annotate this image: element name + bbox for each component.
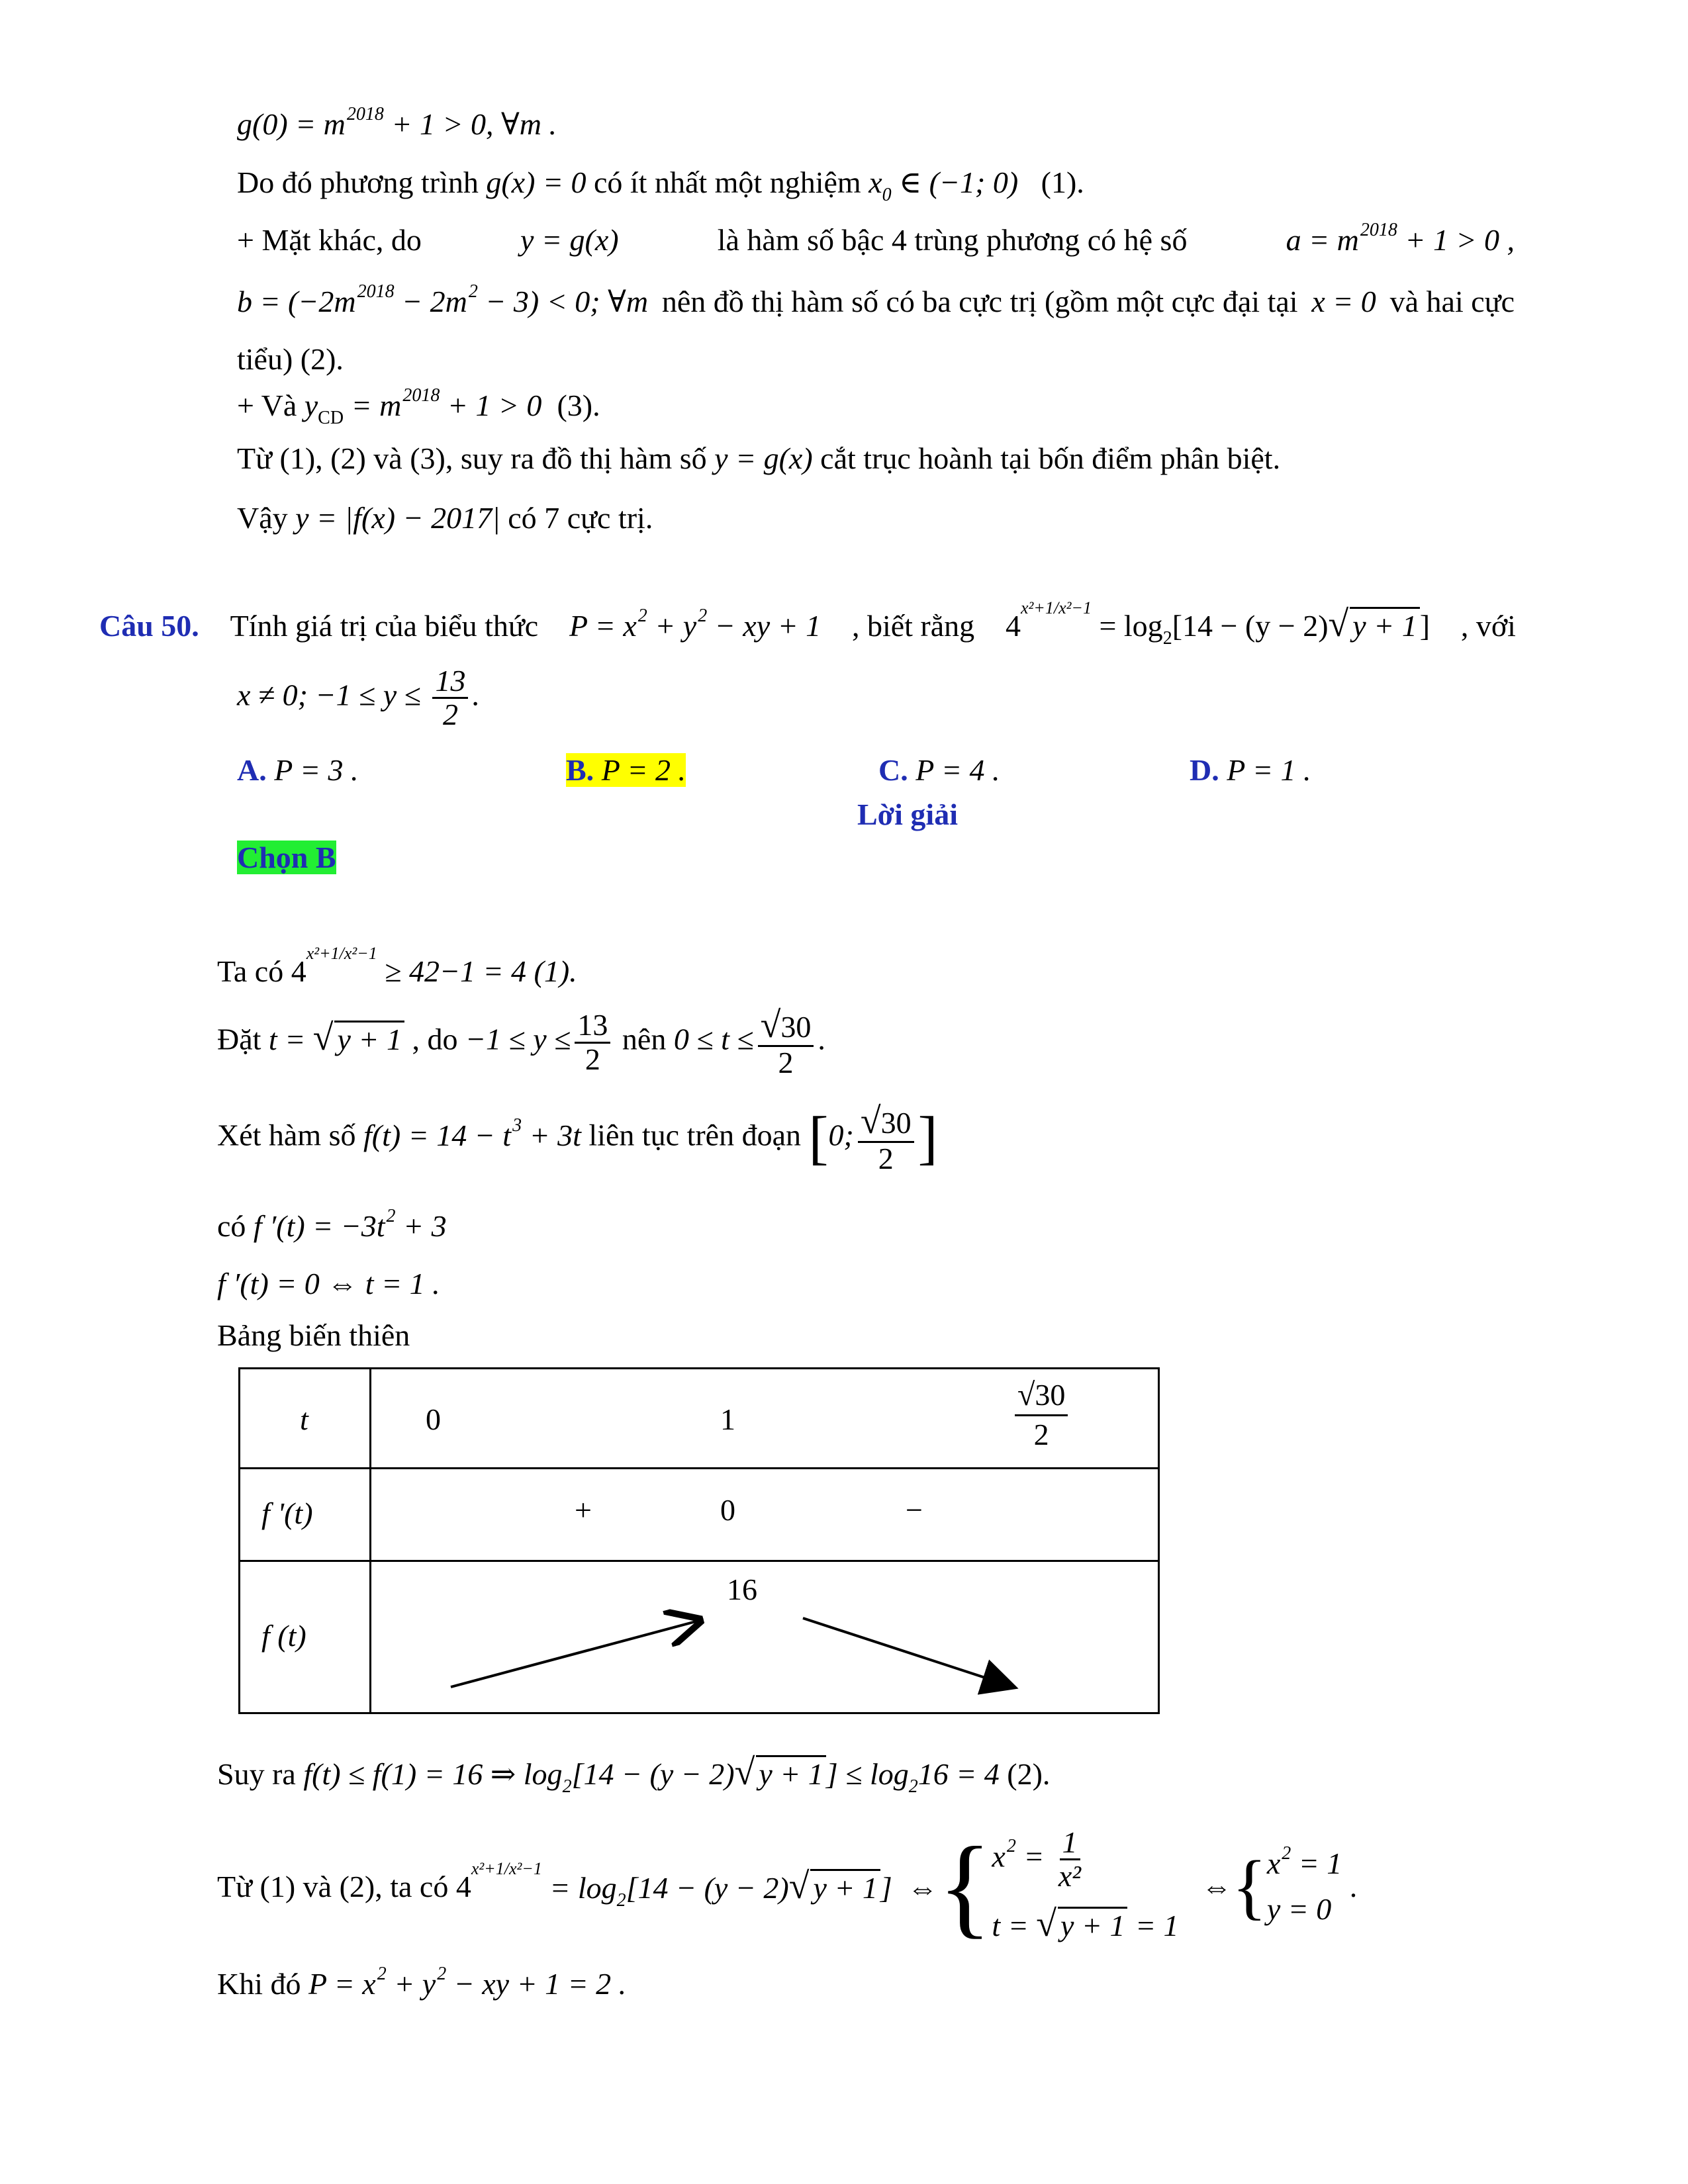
line-tu-123: Từ (1), (2) và (3), suy ra đồ thị hàm số y = g(x) cắt trục hoành tại bốn điểm phân biệt. — [237, 441, 1281, 475]
t-value-0: 0 — [426, 1402, 441, 1436]
sol-xet-ham-so: Xét hàm số $f(t) = 14 - t^3 + 3t$ liên tục trên đoạn [0; $\frac{√30}{2}$ ] — [217, 1101, 938, 1175]
option-a[interactable]: A. P = 3 . — [237, 753, 359, 787]
row-label-f: f (t) — [261, 1619, 306, 1653]
line-do-do: Do đó phương trình g(x) = 0 có ít nhất một nghiệm $x_0$ ∈ (−1; 0) (1). — [237, 165, 1084, 205]
sol-derivative-zero: f ′(t) = 0 ⇔ t = 1 . — [217, 1267, 440, 1300]
sol-ta-co: Ta có $4^{x^2+1/x^2-1} \ge 42-1 = 4$ (1). — [217, 944, 577, 988]
t-value-end: √30 2 — [1015, 1376, 1068, 1453]
line-ycd: + Và $y_{CD} = m^{2018} + 1 > 0$ (3). — [237, 385, 600, 428]
max-value: 16 — [727, 1572, 757, 1606]
solution-title: Lời giải — [857, 797, 958, 831]
option-d[interactable]: D. P = 1 . — [1190, 753, 1311, 787]
increasing-arrow — [451, 1621, 698, 1687]
sign-zero: 0 — [720, 1493, 735, 1527]
t-value-1: 1 — [720, 1402, 735, 1436]
question-line: Câu 50. Tính giá trị của biểu thức $P = x^2 + y^2$ − xy + 1 , biết rằng $4^{x^2+1/x^2-1} = \log_2[14 - (y - 2)√$ y + 1] , với — [99, 598, 1516, 649]
variation-arrows — [240, 1369, 1162, 1716]
question-label: Câu 50. — [99, 609, 199, 643]
line-vay: Vậy y = |f(x) − 2017| có 7 cực trị. — [237, 501, 653, 535]
decreasing-arrow — [803, 1618, 1013, 1687]
option-b[interactable]: B. P = 2 . — [566, 753, 686, 787]
sol-dat-t: Đặt t = √ y + 1 , do −1 ≤ y ≤ $\frac{13}{2}$ nên 0 ≤ t ≤ $\frac{√30}{2}$ . — [217, 1005, 825, 1079]
option-c[interactable]: C. P = 4 . — [878, 753, 1000, 787]
line-tieu: tiểu) (2). — [237, 342, 344, 376]
line-mat-khac: + Mặt khác, do y = g(x) là hàm số bậc 4 trùng phương có hệ số $a = m^{2018} + 1 > 0$ , — [237, 220, 1515, 257]
row-label-t: t — [300, 1402, 308, 1436]
sol-bang-bien-thien: Bảng biến thiên — [217, 1318, 410, 1352]
sol-khi-do: Khi đó $P = x^2 + y^2$ − xy + 1 = 2 . — [217, 1964, 627, 2001]
sol-suy-ra: Suy ra f(t) ≤ f(1) = 16 ⇒ $\log_2[14 - (y - 2)√$ $y + 1] \le \log_216 = 4$ (2). — [217, 1752, 1051, 1797]
choice-badge: Chọn B — [237, 841, 336, 874]
variation-table — [238, 1367, 1160, 1714]
row-label-fprime: f '(t) — [261, 1496, 313, 1530]
sign-minus: − — [906, 1493, 923, 1527]
question-condition: x ≠ 0; −1 ≤ y ≤ $\frac{13}{2}$ . — [237, 664, 480, 732]
sol-tu-1-2: Từ (1) và (2), ta có $4^{x^2+1/x^2-1}$ = $\log_2[14 - (y - 2)√$ y + 1] ⇔ { $x^2$ = $\frac{1}{\text{x²}}$ t = √ y + 1 = 1 ⇔ { $x^2 = 1$ y = 0 . — [217, 1824, 1358, 1949]
sol-derivative: có f $'(t) = -3t^2 + 3$ — [217, 1206, 447, 1243]
sign-plus: + — [575, 1493, 592, 1527]
line-g0: $g(0) = m^{2018} + 1 > 0$, ∀m . — [237, 104, 557, 141]
line-b-coef: $b = (-2m^{2018} - 2m^2 - 3) < 0$; ∀m nên đồ thị hàm số có ba cực trị (gồm một cực đại tại x = 0 và hai cực — [237, 281, 1515, 318]
